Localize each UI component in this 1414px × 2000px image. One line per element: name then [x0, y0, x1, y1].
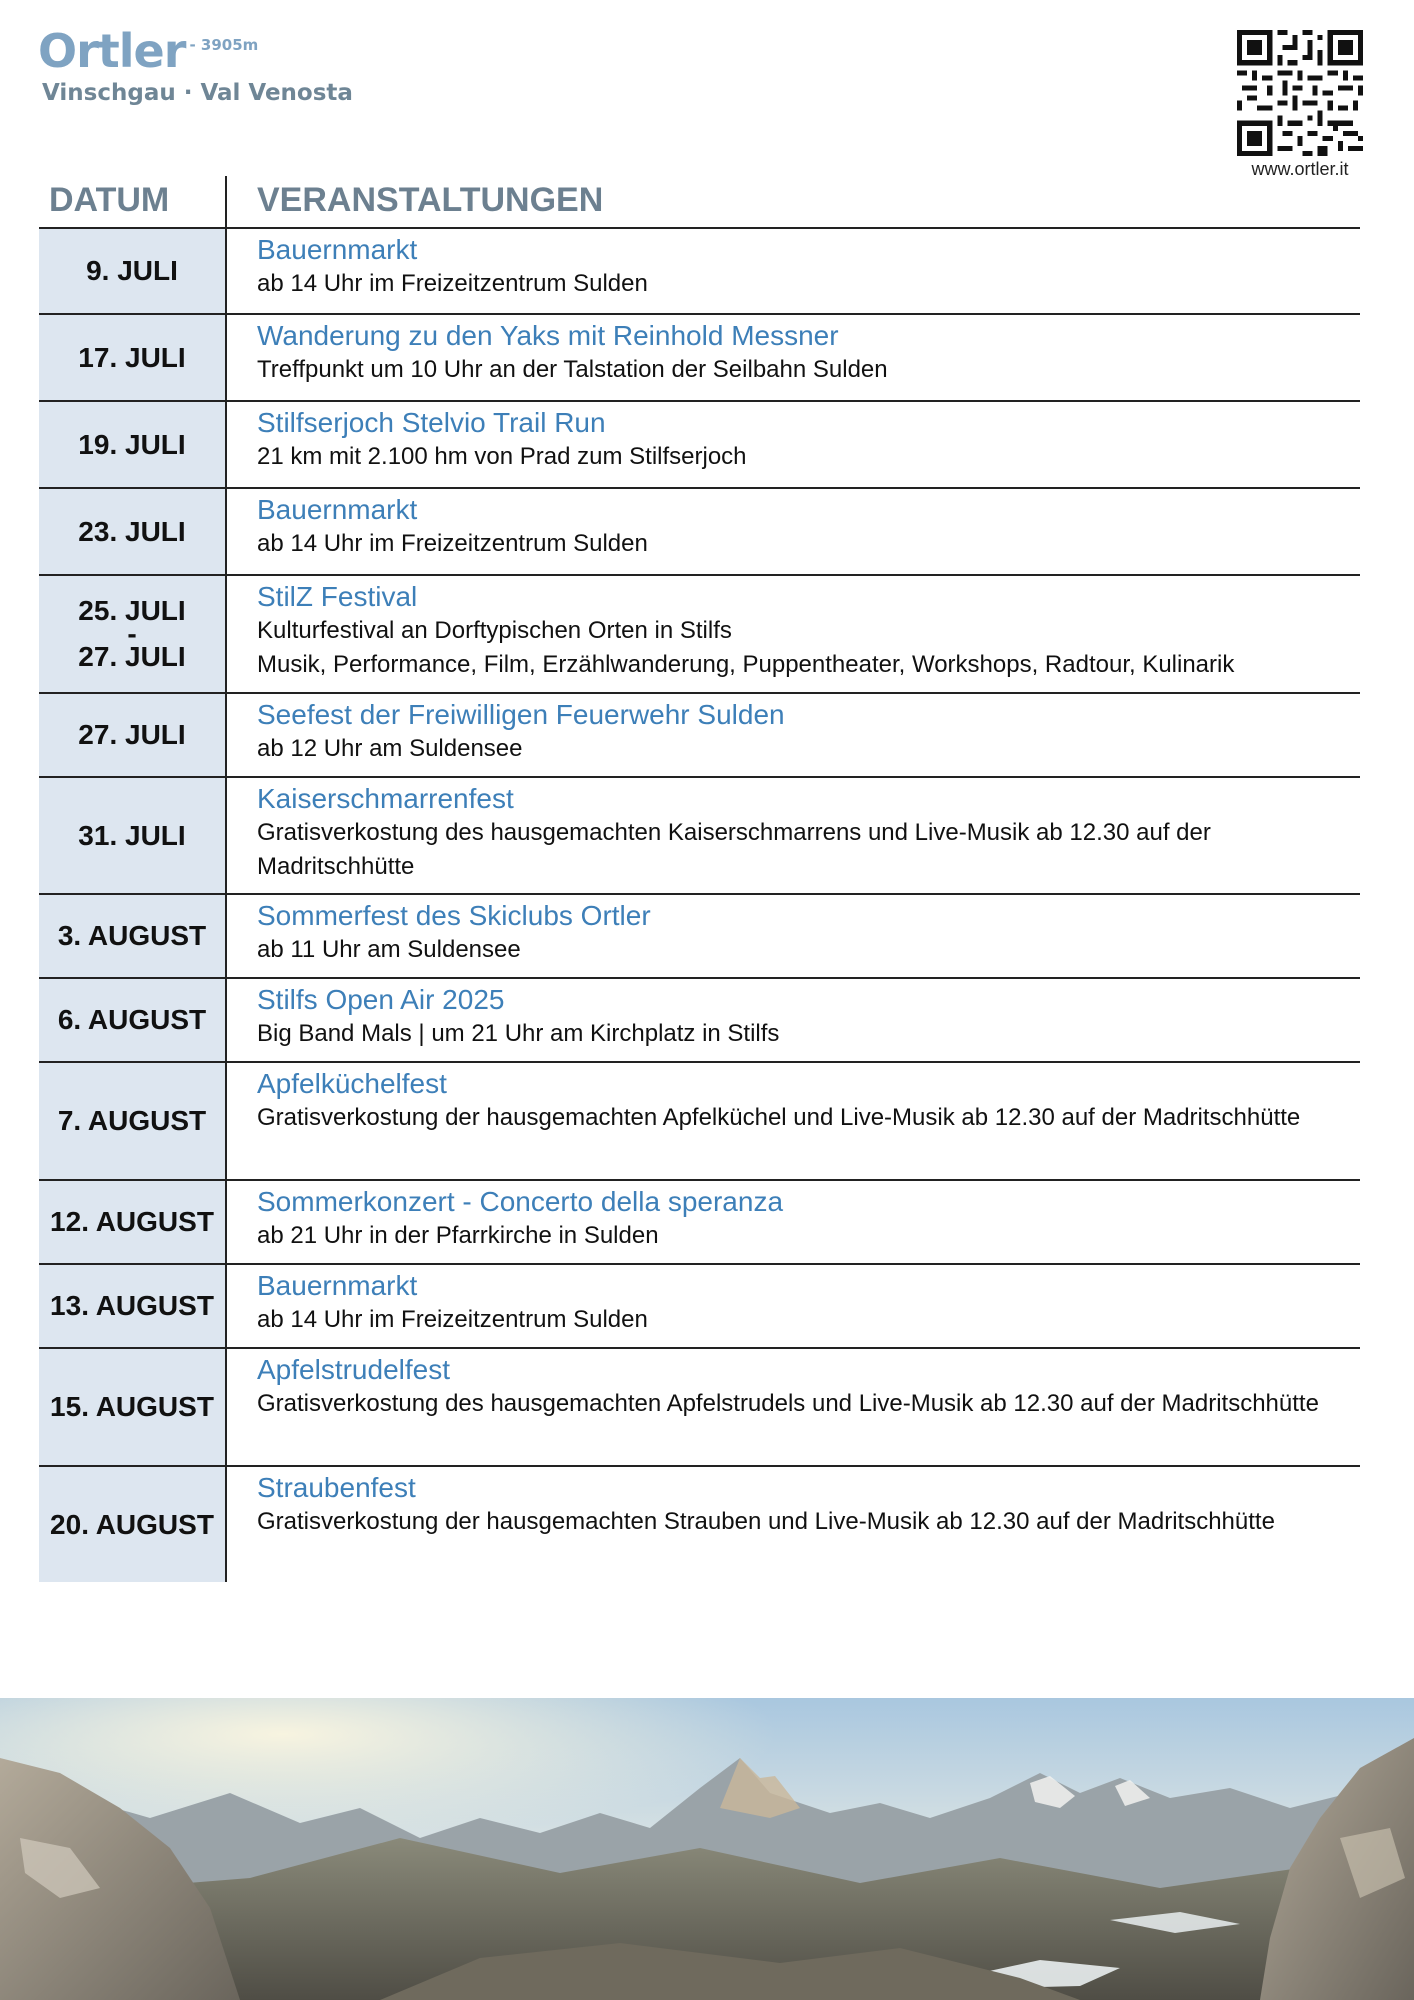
event-title: Apfelküchelfest [257, 1068, 447, 1099]
event-title: Bauernmarkt [257, 234, 418, 265]
event-description: ab 11 Uhr am Suldensee [257, 936, 521, 963]
event-cell [227, 315, 1360, 400]
event-cell [227, 1063, 1360, 1179]
event-cell [227, 576, 1360, 692]
event-description: Big Band Mals | um 21 Uhr am Kirchplatz in Stilfs [257, 1020, 780, 1047]
event-cell [227, 694, 1360, 776]
event-description: ab 12 Uhr am Suldensee [257, 735, 523, 762]
event-title: Sommerkonzert - Concerto della speranza [257, 1186, 784, 1217]
table-row [39, 1063, 1360, 1181]
event-date-start: 25. JULI [78, 595, 186, 626]
event-date: 13. AUGUST [39, 1265, 227, 1347]
table-row [39, 1349, 1360, 1467]
table-row [39, 895, 1360, 979]
event-description: Gratisverkostung der hausgemachten Apfelküchel und Live-Musik ab 12.30 auf der Madritschhütte [257, 1104, 1301, 1131]
event-cell [227, 895, 1360, 977]
event-cell [227, 489, 1360, 574]
event-date-end: 27. JULI [78, 641, 186, 672]
event-date: 3. AUGUST [39, 895, 227, 977]
event-date: 19. JULI [39, 402, 227, 487]
event-table [39, 176, 1360, 1582]
event-title: Wanderung zu den Yaks mit Reinhold Messner [257, 320, 839, 351]
table-row [39, 1467, 1360, 1582]
event-title: Apfelstrudelfest [257, 1354, 450, 1385]
event-description: ab 21 Uhr in der Pfarrkirche in Sulden [257, 1222, 659, 1249]
event-date: 7. AUGUST [39, 1063, 227, 1179]
event-description: Musik, Performance, Film, Erzählwanderung, Puppentheater, Workshops, Radtour, Kulinarik [257, 651, 1235, 678]
mountain-panorama-image [0, 1698, 1414, 2000]
qr-code-icon[interactable] [1237, 30, 1363, 156]
event-description: ab 14 Uhr im Freizeitzentrum Sulden [257, 270, 648, 297]
table-row [39, 489, 1360, 576]
event-date: 12. AUGUST [39, 1181, 227, 1263]
event-description: Gratisverkostung des hausgemachten Kaiserschmarrens und Live-Musik ab 12.30 auf der Madritschhütte [257, 819, 1211, 880]
table-row [39, 576, 1360, 694]
event-title: Sommerfest des Skiclubs Ortler [257, 900, 651, 931]
event-date-separator: - [127, 618, 137, 649]
event-description: ab 14 Uhr im Freizeitzentrum Sulden [257, 1306, 648, 1333]
header-date: DATUM [39, 176, 227, 227]
event-date: 20. AUGUST [39, 1467, 227, 1582]
table-row [39, 979, 1360, 1063]
event-cell [227, 402, 1360, 487]
event-date: 31. JULI [39, 778, 227, 893]
event-date: 15. AUGUST [39, 1349, 227, 1465]
event-description: Gratisverkostung der hausgemachten Strauben und Live-Musik ab 12.30 auf der Madritschhütte [257, 1508, 1275, 1535]
event-cell [227, 1349, 1360, 1465]
event-date: 17. JULI [39, 315, 227, 400]
event-date: 27. JULI [39, 694, 227, 776]
table-row [39, 778, 1360, 895]
table-row [39, 402, 1360, 489]
event-description: Gratisverkostung des hausgemachten Apfelstrudels und Live-Musik ab 12.30 auf der Madritschhütte [257, 1390, 1319, 1417]
event-date [39, 576, 227, 692]
event-date: 6. AUGUST [39, 979, 227, 1061]
event-title: Seefest der Freiwilligen Feuerwehr Sulden [257, 699, 785, 730]
event-title: Bauernmarkt [257, 1270, 418, 1301]
table-row [39, 694, 1360, 778]
event-description: ab 14 Uhr im Freizeitzentrum Sulden [257, 530, 648, 557]
event-cell [227, 979, 1360, 1061]
brand-region: Vinschgau · Val Venosta [42, 80, 353, 106]
event-title: Straubenfest [257, 1472, 416, 1503]
header-events: VERANSTALTUNGEN [257, 181, 604, 219]
event-date: 9. JULI [39, 229, 227, 313]
event-cell [227, 1265, 1360, 1347]
brand-logo [38, 24, 353, 106]
event-cell [227, 229, 1360, 313]
event-title: Stilfs Open Air 2025 [257, 984, 505, 1015]
website-link[interactable]: www.ortler.it [1251, 159, 1349, 179]
table-row [39, 315, 1360, 402]
brand-altitude: - 3905m [189, 36, 259, 54]
event-date: 23. JULI [39, 489, 227, 574]
table-row [39, 1181, 1360, 1265]
table-row [39, 1265, 1360, 1349]
event-cell [227, 778, 1360, 893]
event-description: Kulturfestival an Dorftypischen Orten in Stilfs [257, 617, 732, 644]
event-title: Bauernmarkt [257, 494, 418, 525]
event-title: Kaiserschmarrenfest [257, 783, 514, 814]
event-cell [227, 1467, 1360, 1582]
event-description: Treffpunkt um 10 Uhr an der Talstation der Seilbahn Sulden [257, 356, 888, 383]
event-title: StilZ Festival [257, 581, 418, 612]
table-row [39, 229, 1360, 315]
table-header [39, 176, 1360, 229]
event-cell [227, 1181, 1360, 1263]
event-description: 21 km mit 2.100 hm von Prad zum Stilfserjoch [257, 443, 747, 470]
event-title: Stilfserjoch Stelvio Trail Run [257, 407, 606, 438]
brand-name: Ortler [38, 24, 186, 78]
